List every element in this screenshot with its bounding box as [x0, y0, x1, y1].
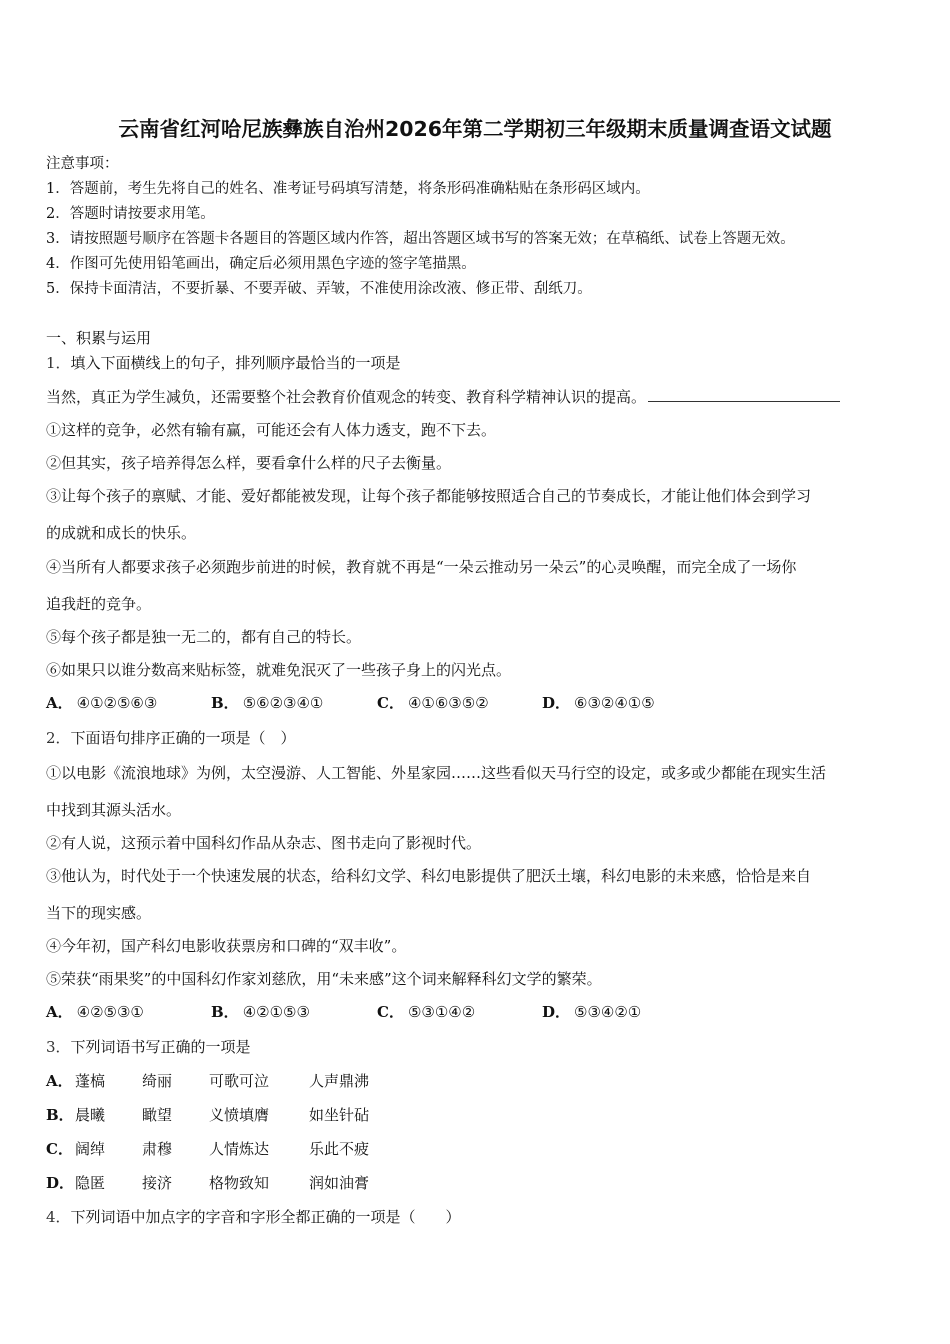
notice-item: 4．作图可先使用铅笔画出，确定后必须用黑色字迹的签字笔描黑。 [46, 256, 476, 272]
word: 阔绰 [75, 1140, 106, 1158]
sentence: ④今年初，国产科幻电影收获票房和口碑的“双丰收”。 [46, 937, 407, 955]
sentence: ②但其实，孩子培养得怎么样，要看拿什么样的尺子去衡量。 [46, 454, 452, 472]
sentence: ③他认为，时代处于一个快速发展的状态，给科幻文学、科幻电影提供了肥沃土壤，科幻电影的未来感，恰恰是来自 [46, 867, 812, 885]
word: 润如油膏 [309, 1174, 370, 1192]
option-a[interactable]: A． ④②⑤③① [46, 1003, 144, 1021]
sentence-continued: 当下的现实感。 [46, 904, 152, 922]
question-3-stem [46, 1036, 251, 1057]
question-number: 2． [46, 729, 71, 747]
notice-item: 1．答题前，考生先将自己的姓名、准考证号码填写清楚，将条形码准确粘贴在条形码区域内。 [46, 181, 650, 197]
sentence: ⑤荣获“雨果奖”的中国科幻作家刘慈欣，用“未来感”这个词来解释科幻文学的繁荣。 [46, 970, 602, 988]
answer-blank [648, 387, 840, 402]
question-4-stem [46, 1206, 461, 1227]
sentence: ②有人说，这预示着中国科幻作品从杂志、图书走向了影视时代。 [46, 834, 482, 852]
word: 格物致知 [209, 1174, 270, 1192]
option-b[interactable]: B． ④②①⑤③ [211, 1003, 310, 1021]
question-1-lead [46, 386, 840, 407]
sentence-continued: 追我赶的竞争。 [46, 595, 152, 613]
word: 晨曦 [75, 1106, 106, 1124]
exam-page: 云南省红河哈尼族彝族自治州2026年第二学期初三年级期末质量调查语文试题 注意事项： 1．答题前，考生先将自己的姓名、准考证号码填写清楚，将条形码准确粘贴在条形码区域内。 2．答题时请按要求用笔。 3．请按照题号顺序在答题卡各题目的答题区域内作答，超出答题区域书写的答案无效；在草稿纸、试卷上答题无效。 4．作图可先使用铅笔画出，确定后必须用黑色字迹的签字笔描黑。 5．保持卡面清洁，不要折暴、不要弄破、弄皱，不准使用涂改液、修正带、刮纸刀。 一、积累与运用 1．填入下面横线上的句子，排列顺序最恰当的一项是 当然，真正为学生减负，还需要整个社会教育价值观念的转变、教育科学精神认识的提高。 ①这样的竞争，必然有输有赢，可能还会有人体力透支，跑不下去。 ②但其实，孩子培养得怎么样，要看拿什么样的尺子去衡量。 ③让每个孩子的禀赋、才能、爱好都能被发现，让每个孩子都能够按照适合自己的节奏成长，才能让他们体会到学习 的成就和成长的快乐。 ④当所有人都要求孩子必须跑步前进的时候，教育就不再是“一朵云推动另一朵云”的心灵唤醒，而完全成了一场你 追我赶的竞争。 ⑤每个孩子都是独一无二的，都有自己的特长。 ⑥如果只以谁分数高来贴标签，就难免泯灭了一些孩子身上的闪光点。 A． ④①②⑤⑥③ B． ⑤⑥②③④① C． ④①⑥③⑤② D． ⑥③②④①⑤ 2．下面语句排序正确的一项是（ ） ①以电影《流浪地球》为例，太空漫游、人工智能、外星家园……这些看似天马行空的设定，或多或少都能在现实生活 中找到其源头活水。 ②有人说，这预示着中国科幻作品从杂志、图书走向了影视时代。 ③他认为，时代处于一个快速发展的状态，给科幻文学、科幻电影提供了肥沃土壤，科幻电影的未来感，恰恰是来自 当下的现实感。 ④今年初，国产科幻电影收获票房和口碑的“双丰收”。 ⑤荣获“雨果奖”的中国科幻作家刘慈欣，用“未来感”这个词来解释科幻文学的繁荣。 A． ④②⑤③① B． ④②①⑤③ C． ⑤③①④② D． ⑤③④②① 3．下列词语书写正确的一项是 A． 蓬槁 绮丽 可歌可泣 人声鼎沸 B． 晨曦 瞰望 义愤填膺 如坐针砧 C． 阔绰 肃穆 人情炼达 乐此不疲 D． 隐匿 接济 格物致知 润如油膏 4．下列词语中加点字的字音和字形全都正确的一项是（ ） [0, 0, 950, 1344]
word: 肃穆 [142, 1140, 173, 1158]
sentence: ④当所有人都要求孩子必须跑步前进的时候，教育就不再是“一朵云推动另一朵云”的心灵唤醒，而完全成了一场你 [46, 558, 797, 576]
notice-item: 2．答题时请按要求用笔。 [46, 206, 215, 222]
notice-heading: 注意事项： [46, 156, 119, 172]
option-b[interactable]: B． ⑤⑥②③④① [211, 694, 324, 712]
word: 如坐针砧 [309, 1106, 370, 1124]
sentence: ⑤每个孩子都是独一无二的，都有自己的特长。 [46, 628, 362, 646]
word: 人情炼达 [209, 1140, 270, 1158]
question-number: 1． [46, 354, 71, 372]
word: 接济 [142, 1174, 173, 1192]
sentence: ①以电影《流浪地球》为例，太空漫游、人工智能、外星家园……这些看似天马行空的设定，或多或少都能在现实生活 [46, 764, 827, 782]
question-text: 下列词语中加点字的字音和字形全都正确的一项是（ ） [70, 1208, 461, 1226]
word: 隐匿 [75, 1174, 106, 1192]
notice-item: 5．保持卡面清洁，不要折暴、不要弄破、弄皱，不准使用涂改液、修正带、刮纸刀。 [46, 281, 592, 297]
question-text: 填入下面横线上的句子，排列顺序最恰当的一项是 [70, 354, 401, 372]
sentence-continued: 的成就和成长的快乐。 [46, 524, 197, 542]
option-d[interactable]: D． ⑥③②④①⑤ [542, 694, 655, 712]
option-c[interactable]: C． ④①⑥③⑤② [377, 694, 489, 712]
sentence: ①这样的竞争，必然有输有赢，可能还会有人体力透支，跑不下去。 [46, 421, 497, 439]
word: 人声鼎沸 [309, 1072, 370, 1090]
lead-sentence: 当然，真正为学生减负，还需要整个社会教育价值观念的转变、教育科学精神认识的提高。 [46, 388, 647, 406]
question-text: 下面语句排序正确的一项是（ ） [70, 729, 296, 747]
word: 瞰望 [142, 1106, 173, 1124]
section-heading: 一、积累与运用 [46, 329, 152, 347]
sentence: ⑥如果只以谁分数高来贴标签，就难免泯灭了一些孩子身上的闪光点。 [46, 661, 512, 679]
page-title: 云南省红河哈尼族彝族自治州2026年第二学期初三年级期末质量调查语文试题 [118, 117, 832, 141]
question-2-stem [46, 727, 296, 748]
question-number: 4． [46, 1208, 71, 1226]
word: 义愤填膺 [209, 1106, 270, 1124]
word: 可歌可泣 [209, 1072, 270, 1090]
word: 乐此不疲 [309, 1140, 370, 1158]
sentence: ③让每个孩子的禀赋、才能、爱好都能被发现，让每个孩子都能够按照适合自己的节奏成长，才能让他们体会到学习 [46, 487, 812, 505]
option-a[interactable]: A． ④①②⑤⑥③ [46, 694, 158, 712]
question-1-stem [46, 352, 401, 373]
notice-item: 3．请按照题号顺序在答题卡各题目的答题区域内作答，超出答题区域书写的答案无效；在草稿纸、试卷上答题无效。 [46, 231, 795, 247]
sentence-continued: 中找到其源头活水。 [46, 801, 182, 819]
option-d[interactable]: D． ⑤③④②① [542, 1003, 642, 1021]
question-number: 3． [46, 1038, 71, 1056]
option-c[interactable]: C． ⑤③①④② [377, 1003, 476, 1021]
question-text: 下列词语书写正确的一项是 [70, 1038, 251, 1056]
word: 蓬槁 [75, 1072, 106, 1090]
word: 绮丽 [142, 1072, 173, 1090]
